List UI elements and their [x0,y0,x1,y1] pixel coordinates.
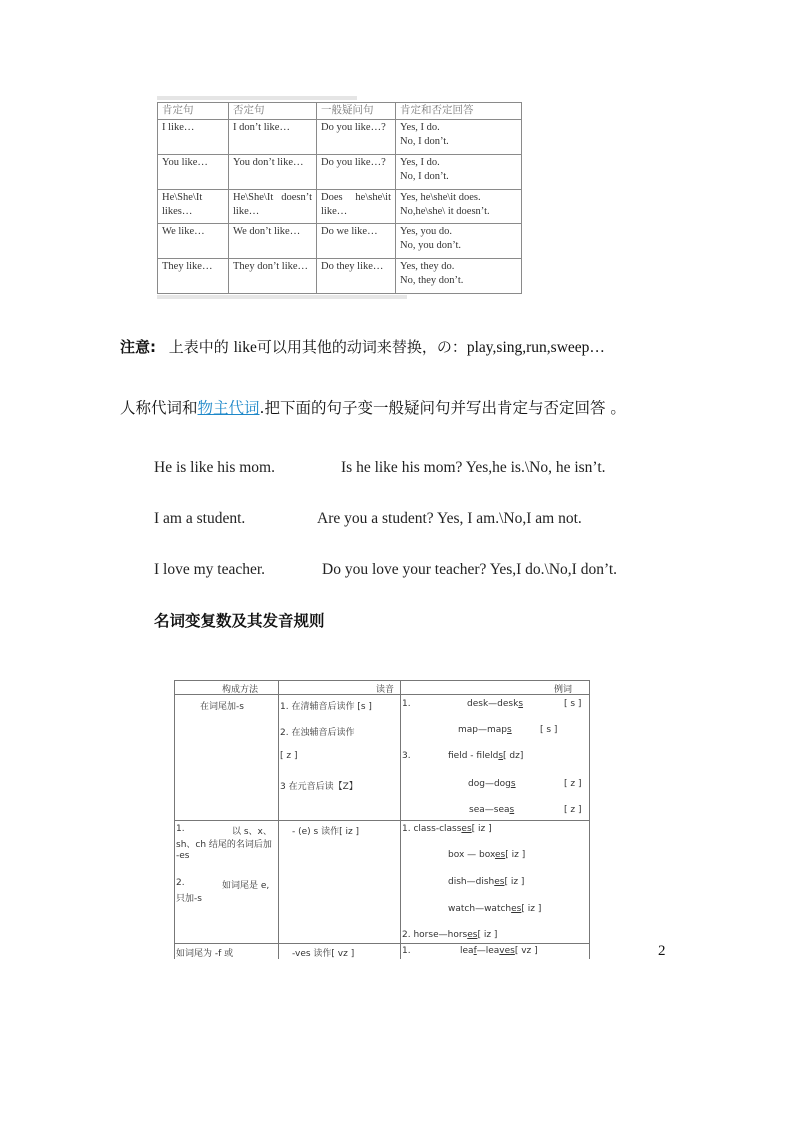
word-plural-ending: s [509,805,515,815]
cell-answers [396,120,522,155]
cell-word: he\she\it [355,191,391,203]
word-singular: class [413,824,436,834]
word-singular: sea [469,805,485,815]
cell-answers [396,189,522,224]
word-singular: desk [467,699,489,709]
word-plural-ending: s [507,725,512,735]
cell-negative: I don’t like… [229,120,317,155]
cell-question: Do they like… [317,259,396,294]
answer-yes: Yes, they do. [400,261,455,273]
grid-line [174,680,590,681]
grid-line [174,943,590,944]
header-negative: 否定句 [229,103,317,120]
separator: — [466,877,476,887]
rule-method-line: 如词尾是 e, [222,881,270,891]
answer-no: No, I don’t. [400,170,449,182]
grid-line [400,680,401,959]
example-source: I love my teacher. [154,561,266,578]
separator: — [475,904,485,914]
example-word [402,930,497,940]
rule-pronunciation-line: 2. 在浊辅音后读作 [280,728,355,738]
header-examples: 例词 [554,685,573,695]
word-singular-ending: f [473,946,477,956]
word-singular: map [458,725,478,735]
header-answers: 肯定和否定回答 [396,103,522,120]
cell-line [233,191,312,205]
note-text-2: 可以用其他的动词来替换， [256,338,437,356]
grid-line [174,820,590,821]
word-singular: box [448,850,465,860]
possessive-pronoun-link[interactable]: 物主代词 [197,399,260,417]
example-answer: Are you a student? Yes, I am.\No,I am not. [317,510,582,527]
word-plural-stem: watch [484,904,512,914]
word-plural-ending: es [494,877,505,887]
answer-yes: Yes, I do. [400,122,440,133]
word-plural-ending: es [495,850,506,860]
word-plural-ending: s [498,751,504,761]
word-plural-ending: es [511,904,522,914]
note-label: 注意: [120,338,156,356]
example-answer: Do you love your teacher? Yes,I do.\No,I don’t. [322,561,618,578]
table-row [158,120,522,155]
cell-word: doesn’t [281,191,312,203]
separator: — [476,946,486,956]
word-plural-ending: ves [499,946,515,956]
rule-pronunciation-line: [ z ] [280,751,298,761]
example-word [448,877,524,887]
word-plural-stem: sea [493,805,510,815]
word-singular: horse [413,930,439,940]
cell-word: Does [321,191,343,203]
word-plural-stem: box [479,850,496,860]
answer-no: No, I don’t. [400,136,449,147]
word-singular: dog [468,779,485,789]
note-verbs: play,sing,run,sweep… [466,339,605,356]
example-word [448,850,525,860]
rule-pronunciation: -ves 读作[ vz ] [292,949,355,959]
cell-question: Do we like… [317,224,396,259]
cell-word: He\She\It [233,191,274,203]
cell-question: Do you like…? [317,154,396,189]
word-singular-stem: lea [460,946,474,956]
separator: — [484,805,494,815]
cell-negative: You don’t like… [229,154,317,189]
cell-question: Do you like…? [317,120,396,155]
rule-method-line: 2. [176,878,185,888]
rule-pronunciation-line: 1. 在清辅音后读作 [s ] [280,702,372,712]
word-singular: field [448,751,468,761]
example-source: I am a student. [154,510,246,527]
word-plural-stem: lea [485,946,500,956]
separator: — [438,930,448,940]
example-number: 3. [402,751,411,761]
instruction-after: .把下面的句子变一般疑问句并写出肯定与否定回答 。 [259,399,626,417]
cell-answers [396,154,522,189]
word-plural-ending: es [467,930,478,940]
note-paragraph [120,336,605,357]
cell-affirmative [158,189,229,224]
example-word [469,805,514,815]
cell-affirmative: We like… [158,224,229,259]
example-phonetic: [ s ] [540,725,558,735]
answer-no: No,he\she\ it doesn’t. [400,205,490,217]
cell-question [317,189,396,224]
example-phonetic: [ iz ] [504,877,525,887]
cell-negative: We don’t like… [229,224,317,259]
separator: - [435,824,440,834]
header-pronunciation: 读音 [376,685,395,695]
note-like: like [233,339,257,356]
separator: — [484,779,494,789]
header-method: 构成方法 [222,685,259,695]
rule-method-line: -es [176,851,190,861]
separator: - [467,751,474,761]
word-plural-stem: dish [475,877,495,887]
rule-pronunciation-line: 3 在元音后读【Z】 [280,782,358,792]
example-word [448,904,541,914]
cell-affirmative: They like… [158,259,229,294]
cell-affirmative: I like… [158,120,229,155]
table-row [158,154,522,189]
word-plural-ending: es [461,824,472,834]
scan-artifact [157,295,407,299]
example-phonetic: [ iz ] [477,930,498,940]
table-row [158,259,522,294]
answer-yes: Yes, you do. [400,226,453,238]
instruction-paragraph [120,396,626,418]
example-phonetic: [ iz ] [505,850,526,860]
header-question: 一般疑问句 [317,103,396,120]
rule-pronunciation: - (e) s 读作[ iz ] [292,827,360,837]
answer-no: No, they don’t. [400,275,464,287]
word-plural-ending: s [510,779,516,789]
example-phonetic: [ z ] [564,805,582,815]
word-plural-stem: desk [497,699,519,709]
word-plural-stem: fileld [476,751,499,761]
example-word [467,699,523,709]
cell-line: like… [233,205,260,217]
separator: — [464,850,480,860]
cell-answers [396,259,522,294]
answer-yes: Yes, I do. [400,156,440,168]
example-number: 1. [402,824,411,834]
rule-method-line: sh、ch 结尾的名词后加 [176,840,272,850]
example-number: 1. [402,699,411,709]
example-source: He is like his mom. [154,459,275,476]
cell-negative: They don’t like… [229,259,317,294]
example-number: 2. [402,930,411,940]
instruction-before: 人称代词和 [120,399,198,417]
note-o: の： [436,338,467,356]
grid-line [278,680,279,959]
rule-method: 如词尾为 -f 或 [176,949,234,959]
cell-affirmative: You like… [158,154,229,189]
word-plural-stem: class [439,824,462,834]
word-singular: dish [448,877,467,887]
example-word [458,725,512,735]
example-phonetic: [ s ] [564,699,582,709]
table-row [158,189,522,224]
page-number: 2 [658,943,666,959]
example-word [402,824,492,834]
rule-method-line: 1. [176,824,185,834]
cell-line: like… [321,205,348,217]
rule-method: 在词尾加-s [200,702,244,712]
answer-no: No, you don’t. [400,240,462,252]
example-phonetic: [ vz ] [514,946,538,956]
example-phonetic: [ z ] [564,779,582,789]
sentence-forms-table [157,102,522,294]
answer-yes: Yes, he\she\it does. [400,191,481,203]
example-phonetic: [ iz ] [471,824,492,834]
grid-line [589,680,590,959]
cell-line: likes… [162,205,193,217]
separator: — [478,725,487,735]
example-answer: Is he like his mom? Yes,he is.\No, he isn’t. [341,459,606,476]
section-heading: 名词变复数及其发音规则 [154,612,325,630]
table-row [158,224,522,259]
note-text: 上表中的 [168,338,229,356]
grid-line [174,680,175,959]
word-plural-stem: dog [493,779,511,789]
cell-line: He\She\It [162,191,203,203]
header-affirmative: 肯定句 [158,103,229,120]
word-plural-stem: map [487,725,507,735]
example-phonetic: [ dz] [503,751,524,761]
separator: — [488,699,498,709]
table-header-row [158,103,522,120]
scan-artifact [157,96,357,100]
rule-method-line: 只加-s [176,894,202,904]
example-number: 1. [402,946,411,956]
plural-rules-table-image [174,680,590,959]
example-phonetic: [ iz ] [521,904,542,914]
cell-answers [396,224,522,259]
cell-negative [229,189,317,224]
verb-like-table-image [157,102,522,294]
rule-method-line: 以 s、x、 [232,827,272,837]
example-word [460,946,538,956]
word-plural-ending: s [518,699,524,709]
example-word [448,751,523,761]
word-plural-stem: hors [447,930,468,940]
word-singular: watch [448,904,476,914]
example-word [468,779,516,789]
cell-line [321,191,391,205]
